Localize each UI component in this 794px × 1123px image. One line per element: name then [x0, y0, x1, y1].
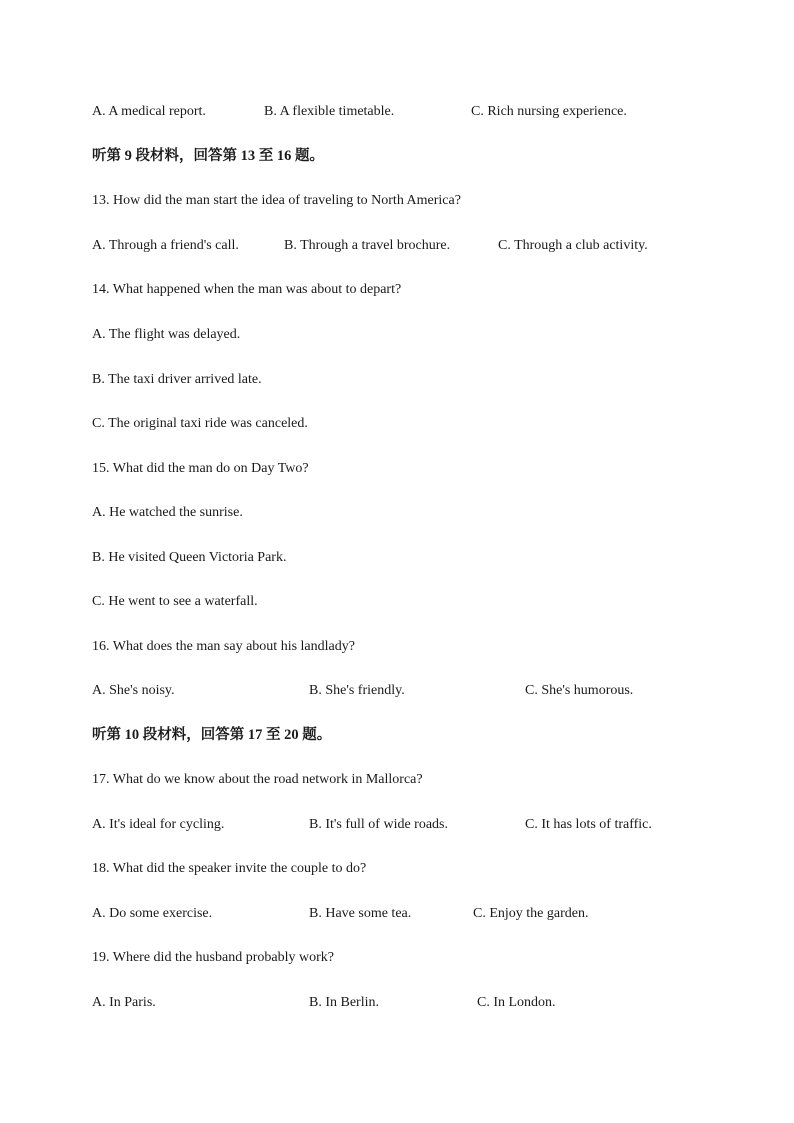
- q19-option-c: C. In London.: [477, 995, 556, 1010]
- q12-option-a: A. A medical report.: [92, 104, 206, 119]
- q14-option-c: C. The original taxi ride was canceled.: [92, 416, 308, 431]
- q12-option-c: C. Rich nursing experience.: [471, 104, 627, 119]
- section-10-heading: 听第 10 段材料，回答第 17 至 20 题。: [92, 727, 332, 743]
- q16-option-b: B. She's friendly.: [309, 683, 405, 698]
- q19-option-a: A. In Paris.: [92, 995, 156, 1010]
- q17-option-b: B. It's full of wide roads.: [309, 817, 449, 832]
- question-14-prompt: 14. What happened when the man was about to depart?: [92, 282, 402, 297]
- q13-option-b: B. Through a travel brochure.: [284, 238, 451, 253]
- q12-option-b: B. A flexible timetable.: [264, 104, 395, 119]
- q18-option-c: C. Enjoy the garden.: [473, 906, 589, 921]
- question-18-prompt: 18. What did the speaker invite the couple to do?: [92, 861, 367, 876]
- q15-option-b: B. He visited Queen Victoria Park.: [92, 550, 287, 565]
- section-9-heading: 听第 9 段材料，回答第 13 至 16 题。: [92, 148, 324, 164]
- question-13-prompt: 13. How did the man start the idea of traveling to North America?: [92, 193, 461, 208]
- q15-option-a: A. He watched the sunrise.: [92, 505, 243, 520]
- q17-option-c: C. It has lots of traffic.: [525, 817, 652, 832]
- q19-option-b: B. In Berlin.: [309, 995, 379, 1010]
- q18-option-a: A. Do some exercise.: [92, 906, 213, 921]
- q14-option-b: B. The taxi driver arrived late.: [92, 372, 262, 387]
- question-19-prompt: 19. Where did the husband probably work?: [92, 950, 334, 965]
- q14-option-a: A. The flight was delayed.: [92, 327, 241, 342]
- question-16-prompt: 16. What does the man say about his landlady?: [92, 639, 355, 654]
- q13-option-a: A. Through a friend's call.: [92, 238, 239, 253]
- question-15-prompt: 15. What did the man do on Day Two?: [92, 461, 309, 476]
- question-17-prompt: 17. What do we know about the road network in Mallorca?: [92, 772, 423, 787]
- q13-option-c: C. Through a club activity.: [498, 238, 648, 253]
- q15-option-c: C. He went to see a waterfall.: [92, 594, 258, 609]
- q16-option-c: C. She's humorous.: [525, 683, 634, 698]
- q16-option-a: A. She's noisy.: [92, 683, 175, 698]
- q18-option-b: B. Have some tea.: [309, 906, 412, 921]
- q17-option-a: A. It's ideal for cycling.: [92, 817, 225, 832]
